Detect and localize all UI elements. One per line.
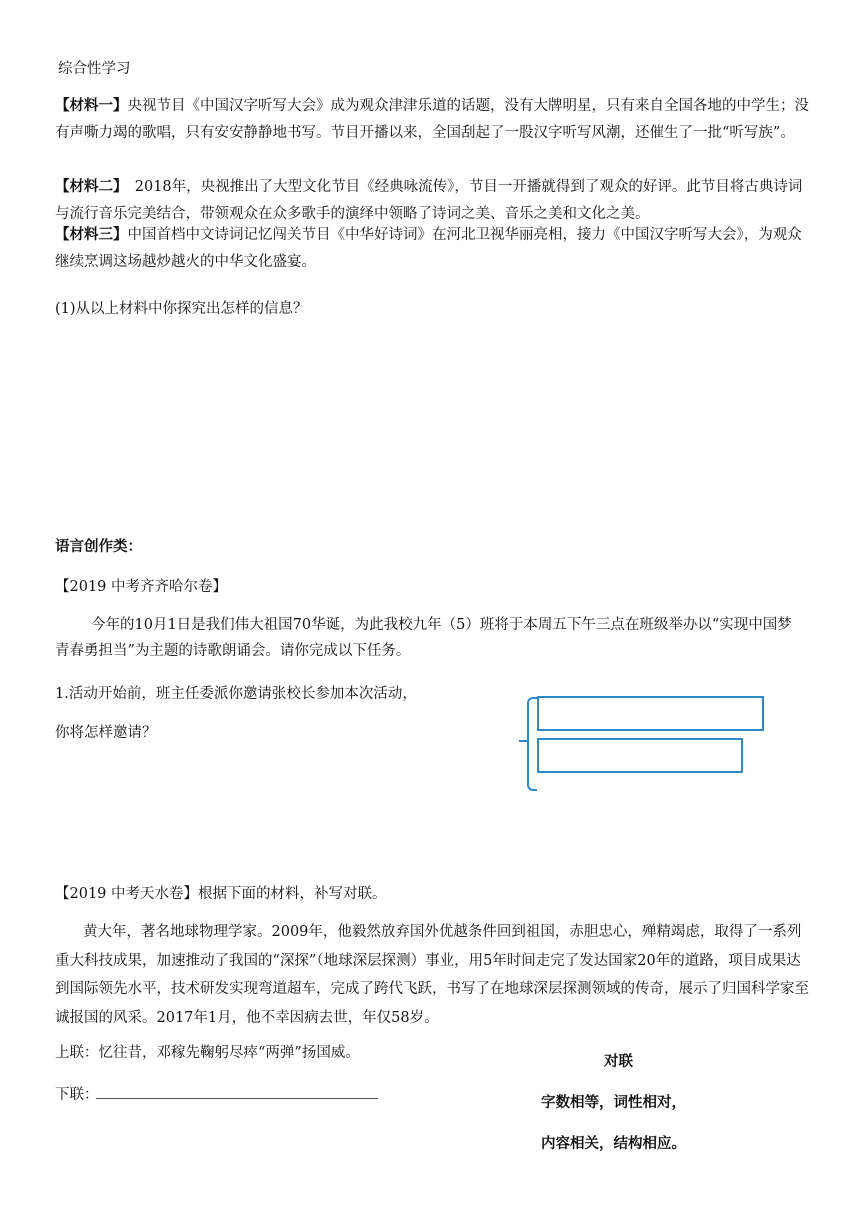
answer-brace	[527, 697, 537, 791]
material-1	[55, 93, 815, 147]
answer-box-1[interactable]	[537, 696, 764, 731]
material-2	[55, 174, 815, 228]
exam-2-header: 【2019 中考天水卷】根据下面的材料，补写对联。	[55, 886, 387, 902]
material-3-label: 【材料三】	[55, 227, 128, 243]
creation-heading: 语言创作类：	[55, 539, 142, 555]
exam-1-source: 【2019 中考齐齐哈尔卷】	[55, 579, 228, 595]
lower-couplet-blank[interactable]	[96, 1098, 378, 1099]
exam-1-passage: 今年的10月1日是我们伟大祖国70华诞，为此我校九年（5）班将于本周五下午三点在班级举办以“实现中国梦 青春勇担当”为主题的诗歌朗诵会。请你完成以下任务。	[55, 617, 807, 659]
upper-couplet: 上联：忆往昔，邓稼先鞠躬尽瘁“两弹”扬国威。	[55, 1045, 360, 1061]
material-3	[55, 222, 815, 276]
tip-title: 对联	[604, 1054, 633, 1070]
tip-line-2: 内容相关，结构相应。	[541, 1136, 686, 1152]
lower-couplet-label: 下联：	[55, 1087, 99, 1103]
material-3-text: 中国首档中文诗词记忆闯关节目《中华好诗词》在河北卫视华丽亮相，接力《中国汉字听写大会》，为观众继续烹调这场越炒越火的中华文化盛宴。	[55, 227, 802, 270]
material-1-text: 央视节目《中国汉字听写大会》成为观众津津乐道的话题，没有大牌明星，只有来自全国各地的中学生；没有声嘶力竭的歌唱，只有安安静静地书写。节目开播以来，全国刮起了一股汉字听写风潮，还催生了一批“听写族”。	[55, 98, 809, 141]
task-1-line-2: 你将怎样邀请？	[55, 725, 157, 741]
material-2-label: 【材料二】	[55, 179, 121, 195]
task-1-line-1: 1.活动开始前，班主任委派你邀请张校长参加本次活动，	[55, 686, 417, 702]
material-2-text: 2018年，央视推出了大型文化节目《经典咏流传》，节目一开播就得到了观众的好评。此节目将古典诗词与流行音乐完美结合，带领观众在众多歌手的演绎中领略了诗词之美、音乐之美和文化之美。	[55, 179, 803, 222]
exam-2-passage: 黄大年，著名地球物理学家。2009年，他毅然放弃国外优越条件回到祖国，赤胆忠心，殚精竭虑，取得了一系列重大科技成果，加速推动了我国的“深探”（地球深层探测）事业，用5年时间走完了发达国家20年的道路，项目成果达到国际领先水平，技术研发实现弯道超车，完成了跨代飞跃，书写了在地球深层探测领域的传奇，展示了归国科学家至诚报国的风采。2017年1月，他不幸因病去世，年仅58岁。	[55, 924, 809, 1026]
section-title: 综合性学习	[58, 61, 131, 77]
tip-line-1: 字数相等，词性相对，	[541, 1095, 686, 1111]
answer-box-2[interactable]	[537, 738, 743, 773]
question-1: (1)从以上材料中你探究出怎样的信息？	[55, 301, 308, 317]
material-1-label: 【材料一】	[55, 98, 128, 114]
answer-brace-tip	[519, 740, 528, 742]
